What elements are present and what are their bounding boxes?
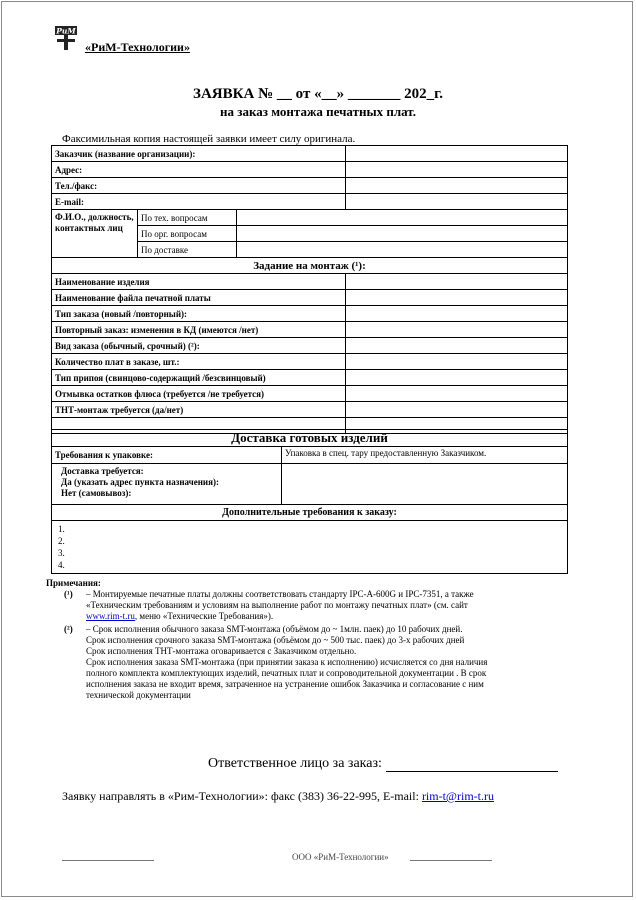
additional-requirements-field[interactable] [52,521,568,574]
assembly-row-field[interactable] [346,370,568,386]
logo-text: РиМ [56,26,76,36]
assembly-row-label: Количество плат в заказе, шт.: [52,354,346,370]
footer-divider [62,860,154,861]
assembly-section-title: Задание на монтаж (¹): [52,258,568,274]
phone-field[interactable] [346,178,568,194]
company-logo-icon [55,24,77,50]
assembly-row-field[interactable] [346,386,568,402]
delivery-contact-label: По доставке [138,242,237,258]
org-contact-label: По орг. вопросам [138,226,237,242]
note-1 [46,589,586,622]
note-2-line: Срок исполнения срочного заказа SMT-монтажа (объёмом до ~ 500 тыс. паек) до 3-х рабочих дней [86,635,465,645]
email-field[interactable] [346,194,568,210]
assembly-row-field[interactable] [346,338,568,354]
note-2-line: Срок исполнения заказа SMT-монтажа (при принятии заказа к исполнению) исчисляется со дня наличия [86,657,488,667]
assembly-row-label: ТНТ-монтаж требуется (да/нет) [52,402,346,418]
assembly-row-label: Тип припоя (свинцово-содержащий /безсвинцовый) [52,370,346,386]
additional-item: 4. [58,560,65,570]
send-text: Заявку направлять в «Рим-Технологии»: факс (383) 36-22-995, E-mail: [62,789,419,803]
delivery-required-label: Доставка требуется: [61,466,144,476]
order-subtitle: на заказ монтажа печатных плат. [220,104,416,119]
assembly-row-field[interactable] [346,306,568,322]
note-2-line: технической документации [86,690,191,700]
delivery-table [51,429,568,574]
footer-divider [410,860,492,861]
delivery-field[interactable] [282,464,568,505]
assembly-row-label: Повторный заказ: изменения в КД (имеются /нет) [52,322,346,338]
note-1-line-rest: , меню «Технические Требования»). [134,611,274,621]
note-2-line: исполнения заказа не входит время, затраченное на устранение ошибок Заказчика и согласование с ним [86,679,484,689]
responsible-label: Ответственное лицо за заказ: [208,756,382,771]
address-field[interactable] [346,162,568,178]
org-contact-field[interactable] [237,226,568,242]
customer-org-field[interactable] [346,146,568,162]
delivery-section-title: Доставка готовых изделий [52,430,568,447]
footer-company: ООО «РиМ-Технологии» [292,852,389,862]
note-1-marker: (¹) [64,589,73,599]
assembly-row-label: Наименование изделия [52,274,346,290]
send-instructions [62,789,494,804]
address-label: Адрес: [52,162,346,178]
delivery-contact-field[interactable] [237,242,568,258]
phone-label: Тел./факс: [52,178,346,194]
contacts-label: Ф.И.О., должность, контактных лиц [52,210,138,258]
note-2 [46,624,586,701]
order-form-table [51,145,568,434]
additional-item: 1. [58,524,65,534]
assembly-row-label: Наименование файла печатной платы [52,290,346,306]
responsible-person [208,756,558,772]
customer-org-label: Заказчик (название организации): [52,146,346,162]
delivery-no-label: Нет (самовывоз): [61,488,132,498]
email-label: E-mail: [52,194,346,210]
note-1-line: «Техническим требованиям и условиям на выполнение работ по монтажу печатных плат» (см. сайт [86,600,468,610]
delivery-yes-label: Да (указать адрес пункта назначения): [61,477,219,487]
notes-heading: Примечания: [46,578,101,588]
additional-item: 3. [58,548,65,558]
assembly-row-label: Тип заказа (новый /повторный): [52,306,346,322]
packaging-label: Требования к упаковке: [52,447,282,464]
assembly-row-field[interactable] [346,354,568,370]
assembly-row-label: Вид заказа (обычный, срочный) (²): [52,338,346,354]
assembly-row-field[interactable] [346,402,568,418]
note-2-marker: (²) [64,624,73,634]
delivery-options [52,464,282,505]
facsimile-note: Факсимильная копия настоящей заявки имеет силу оригинала. [62,133,356,145]
note-2-line: Срок исполнения ТНТ-монтажа оговаривается с Заказчиком отдельно. [86,646,357,656]
additional-section-title: Дополнительные требования к заказу: [52,505,568,521]
packaging-note[interactable]: Упаковка в спец. тару предоставленную Заказчиком. [282,447,568,464]
company-name: «РиМ-Технологии» [85,40,190,54]
notes-block [46,578,586,701]
note-1-line: – Монтируемые печатные платы должны соответствовать стандарту IPC-A-600G и IPC-7351, а также [86,589,474,599]
note-2-line: полного комплекта комплектующих изделий, печатных плат и сопроводительной документации . В срок [86,668,487,678]
responsible-field[interactable] [386,757,558,772]
assembly-row-label: Отмывка остатков флюса (требуется /не требуется) [52,386,346,402]
assembly-row-field[interactable] [346,290,568,306]
tech-contact-field[interactable] [237,210,568,226]
assembly-row-field[interactable] [346,274,568,290]
tech-contact-label: По тех. вопросам [138,210,237,226]
note-2-line: – Срок исполнения обычного заказа SMT-монтажа (объёмом до ~ 1млн. паек) до 10 рабочих дней. [86,624,463,634]
email-link[interactable]: rim-t@rim-t.ru [421,789,494,803]
assembly-row-field[interactable] [346,322,568,338]
note-1-line [86,611,586,622]
site-link[interactable]: www.rim-t.ru [86,611,135,621]
additional-item: 2. [58,536,65,546]
order-title: ЗАЯВКА № __ от «__» _______ 202_г. [193,86,443,102]
